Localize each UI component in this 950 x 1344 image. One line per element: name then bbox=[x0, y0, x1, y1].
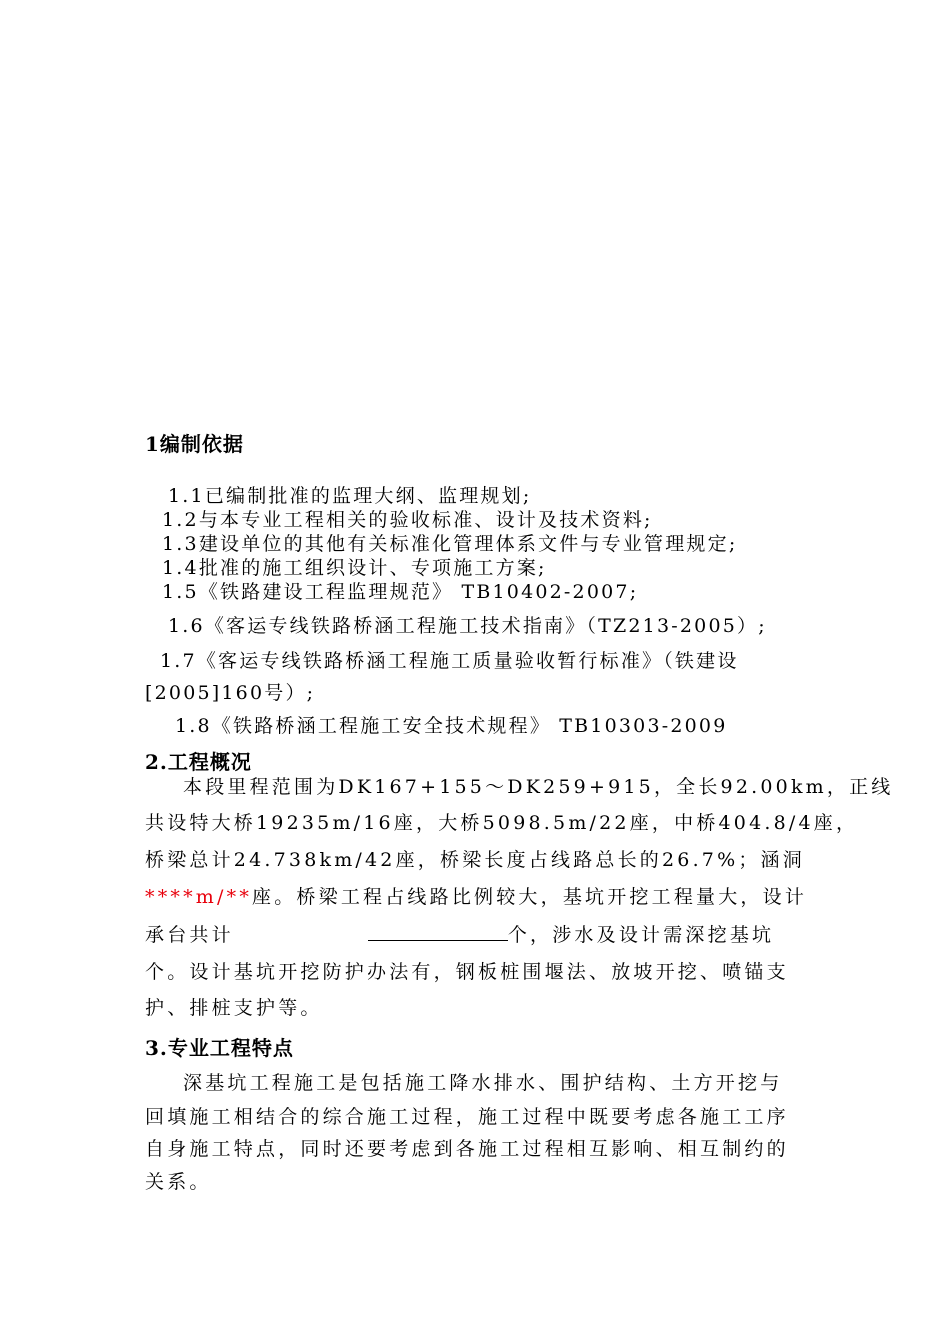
paragraph-line: 关系。 bbox=[145, 1171, 212, 1193]
paragraph-line: 个。设计基坑开挖防护办法有，钢板桩围堰法、放坡开挖、喷锚支 bbox=[145, 961, 789, 983]
reference-item: 1.3建设单位的其他有关标准化管理体系文件与专业管理规定; bbox=[162, 533, 738, 555]
paragraph-line: 自身施工特点，同时还要考虑到各施工过程相互影响、相互制约的 bbox=[145, 1138, 789, 1160]
reference-item: 1.7《客运专线铁路桥涵工程施工质量验收暂行标准》（铁建设 bbox=[160, 650, 739, 672]
fill-in-blank bbox=[368, 922, 508, 941]
reference-item: 1.2与本专业工程相关的验收标准、设计及技术资料; bbox=[162, 509, 653, 531]
section-1-heading: 1编制依据 bbox=[145, 432, 244, 456]
paragraph-line: 护、排桩支护等。 bbox=[145, 997, 323, 1019]
reference-item: 1.5《铁路建设工程监理规范》 TB10402-2007; bbox=[162, 581, 639, 603]
paragraph-text: 个，涉水及设计需深挖基坑 bbox=[507, 924, 775, 946]
placeholder-value: ****m/** bbox=[145, 886, 253, 908]
paragraph-line bbox=[145, 920, 774, 947]
section-3-heading: 3.专业工程特点 bbox=[145, 1036, 294, 1060]
paragraph-line bbox=[145, 882, 807, 909]
reference-item: 1.4批准的施工组织设计、专项施工方案; bbox=[162, 557, 547, 579]
paragraph-line: 回填施工相结合的综合施工过程，施工过程中既要考虑各施工工序 bbox=[145, 1106, 789, 1128]
paragraph-line: 共设特大桥19235m/16座，大桥5098.5m/22座，中桥404.8/4座， bbox=[145, 812, 859, 834]
paragraph-line: 本段里程范围为DK167+155～DK259+915，全长92.00km，正线 bbox=[183, 776, 894, 798]
reference-item-continuation: [2005]160号）; bbox=[145, 682, 316, 704]
reference-item: 1.8《铁路桥涵工程施工安全技术规程》 TB10303-2009 bbox=[175, 715, 728, 737]
reference-item: 1.1已编制批准的监理大纲、监理规划; bbox=[168, 485, 532, 507]
reference-item: 1.6《客运专线铁路桥涵工程施工技术指南》（TZ213-2005）; bbox=[168, 615, 767, 637]
paragraph-text: 承台共计 bbox=[145, 924, 234, 946]
paragraph-line: 深基坑工程施工是包括施工降水排水、围护结构、土方开挖与 bbox=[183, 1072, 783, 1094]
paragraph-line: 桥梁总计24.738km/42座，桥梁长度占线路总长的26.7%；涵洞 bbox=[145, 849, 805, 871]
section-2-heading: 2.工程概况 bbox=[145, 750, 252, 774]
paragraph-text: 座。桥梁工程占线路比例较大，基坑开挖工程量大，设计 bbox=[252, 886, 808, 908]
